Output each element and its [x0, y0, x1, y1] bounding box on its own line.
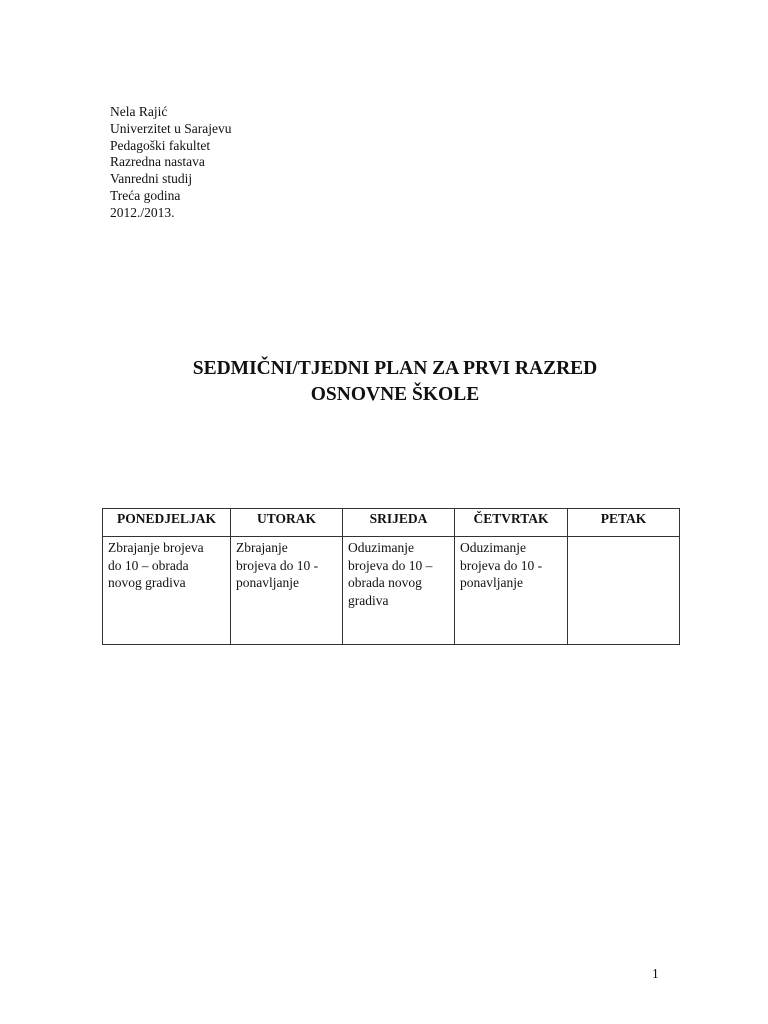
cell-monday-line-1: Zbrajanje brojeva [108, 540, 204, 555]
study-type: Vanredni studij [110, 171, 193, 187]
cell-thursday [455, 537, 568, 645]
weekly-plan-table [102, 508, 680, 645]
study-year: Treća godina [110, 187, 181, 203]
header-tuesday: UTORAK [231, 509, 343, 537]
header-thursday: ČETVRTAK [455, 509, 568, 537]
table-row [103, 537, 680, 645]
cell-tuesday-line-2: brojeva do 10 - [236, 557, 319, 573]
faculty: Pedagoški fakultet [110, 137, 211, 153]
cell-tuesday [231, 537, 343, 645]
cell-tuesday-line-1: Zbrajanje [236, 540, 288, 555]
title-line-2: OSNOVNE ŠKOLE [310, 384, 480, 405]
cell-wednesday-line-4: gradiva [348, 592, 389, 608]
page-number: 1 [652, 966, 659, 981]
department: Razredna nastava [110, 154, 205, 170]
cell-wednesday-line-2: brojeva do 10 – [348, 557, 433, 573]
author-name: Nela Rajić [110, 104, 168, 119]
cell-monday [103, 537, 231, 645]
header-friday: PETAK [568, 509, 680, 537]
academic-year: 2012./2013. [110, 204, 175, 220]
cell-monday-line-2: do 10 – obrada [108, 557, 189, 573]
header-monday: PONEDJELJAK [103, 509, 231, 537]
university: Univerzitet u Sarajevu [110, 120, 232, 136]
header-wednesday: SRIJEDA [343, 509, 455, 537]
cell-thursday-line-1: Oduzimanje [460, 540, 526, 555]
document-title [100, 356, 690, 408]
cell-wednesday-line-3: obrada novog [348, 575, 422, 590]
cell-thursday-line-3: ponavljanje [460, 575, 523, 590]
cell-wednesday [343, 537, 455, 645]
cell-wednesday-line-1: Oduzimanje [348, 540, 414, 555]
author-block [110, 104, 231, 222]
title-line-1: SEDMIČNI/TJEDNI PLAN ZA PRVI RAZRED [192, 358, 598, 379]
cell-tuesday-line-3: ponavljanje [236, 575, 299, 590]
table-header-row [103, 509, 680, 537]
cell-monday-line-3: novog gradiva [108, 575, 186, 590]
cell-friday [568, 537, 680, 645]
cell-thursday-line-2: brojeva do 10 - [460, 557, 543, 573]
